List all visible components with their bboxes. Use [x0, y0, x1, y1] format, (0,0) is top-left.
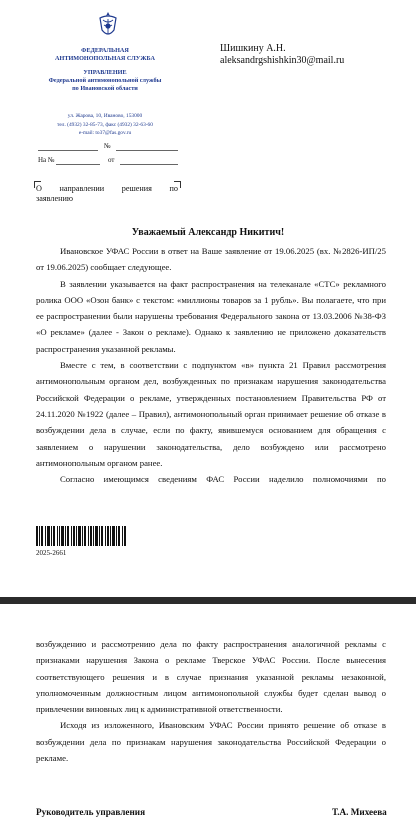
page2-body: [36, 636, 386, 766]
dept-line3: по Ивановской области: [72, 85, 138, 92]
barcode: [36, 526, 126, 546]
paragraph: В заявлении указывается на факт распространения на телеканале «СТС» рекламного ролика ООО «Озон банк» с текстом: «миллионы товаров за 1 рубль». Вы полагаете, что при ее распространении были нарушены требования Федерального закона от 13.03.2006 №38-ФЗ «О рекламе» (далее - Закон о рекламе). Однако к заявлению не приложено доказательств распространения указанной рекламы.: [36, 278, 386, 354]
org-email: e-mail: to37@fas.gov.ru: [78, 130, 132, 136]
page-separator: [0, 597, 416, 604]
ot-label: от: [108, 156, 115, 164]
na-no-label: На №: [38, 156, 55, 164]
subject-line1: О направлении решения по: [36, 184, 178, 193]
org-phone: тел. (4932) 32-85-73, факс (4932) 32-63-60: [57, 121, 153, 128]
reg-number-line: [116, 150, 178, 151]
reg-no-symbol: №: [104, 142, 111, 150]
org-address: ул. Жарова, 10, Иваново, 153000: [67, 113, 143, 119]
paragraph: Ивановское УФАС России в ответ на Ваше заявление от 19.06.2025 (вх. №2826-ИП/25 от 19.06.2025) сообщает следующее.: [36, 246, 386, 273]
greeting: Уважаемый Александр Никитич!: [131, 227, 285, 238]
signer-position: Руководитель управления: [36, 807, 146, 817]
org-line1: ФЕДЕРАЛЬНАЯ: [81, 47, 129, 54]
emblem-icon: [96, 10, 120, 40]
recipient-block: [220, 43, 344, 67]
org-contacts: [20, 112, 190, 138]
page1-body: [36, 243, 386, 487]
org-header: [20, 47, 190, 93]
paragraph: Согласно имеющимся сведениям ФАС России наделило полномочиями по: [60, 474, 386, 485]
reg-date-line: [38, 150, 98, 151]
paragraph: Вместе с тем, в соответствии с подпунктом «в» пункта 21 Правил рассмотрения антимонопольным органом дел, возбужденных по признакам нарушения законодательства Российской Федерации о рекламе, утвержденных постановлением Правительства РФ от 24.11.2020 №1922 (далее – Правил), антимонопольный орган принимает решение об отказе в возбуждении дела в случае, если по факту, явившемуся основанием для обращения с заявлением о нарушении законодательства, дело возбуждено или рассмотрено антимонопольным органом ранее.: [36, 360, 386, 468]
ot-line: [120, 164, 178, 165]
paragraph: возбуждению и рассмотрению дела по факту распространения аналогичной рекламы с признаками нарушения Закона о рекламе Тверское УФАС России. После вынесения соответствующего решения и в случае признания указанной рекламы незаконной, уполномоченным должностным лицом антимонопольной службы будет сделан вывод о привлечении виновных лиц к административной ответственности.: [36, 639, 386, 715]
recipient-email: aleksandrgshishkin30@mail.ru: [220, 55, 345, 66]
dept-line1: УПРАВЛЕНИЕ: [83, 69, 127, 76]
org-line2: АНТИМОНОПОЛЬНАЯ СЛУЖБА: [55, 55, 155, 62]
dept-line2: Федеральной антимонопольной службы: [48, 77, 162, 84]
paragraph: Исходя из изложенного, Ивановским УФАС России принято решение об отказе в возбуждении дела по признакам нарушения законодательства Российской Федерации о рекламе.: [36, 720, 386, 764]
signer-name: Т.А. Михеева: [332, 807, 387, 817]
subject-block: [36, 184, 178, 204]
barcode-number: 2025-2661: [36, 549, 67, 557]
subject-line2: заявлению: [36, 194, 73, 203]
na-no-line: [56, 164, 100, 165]
recipient-name: Шишкину А.Н.: [220, 43, 286, 54]
